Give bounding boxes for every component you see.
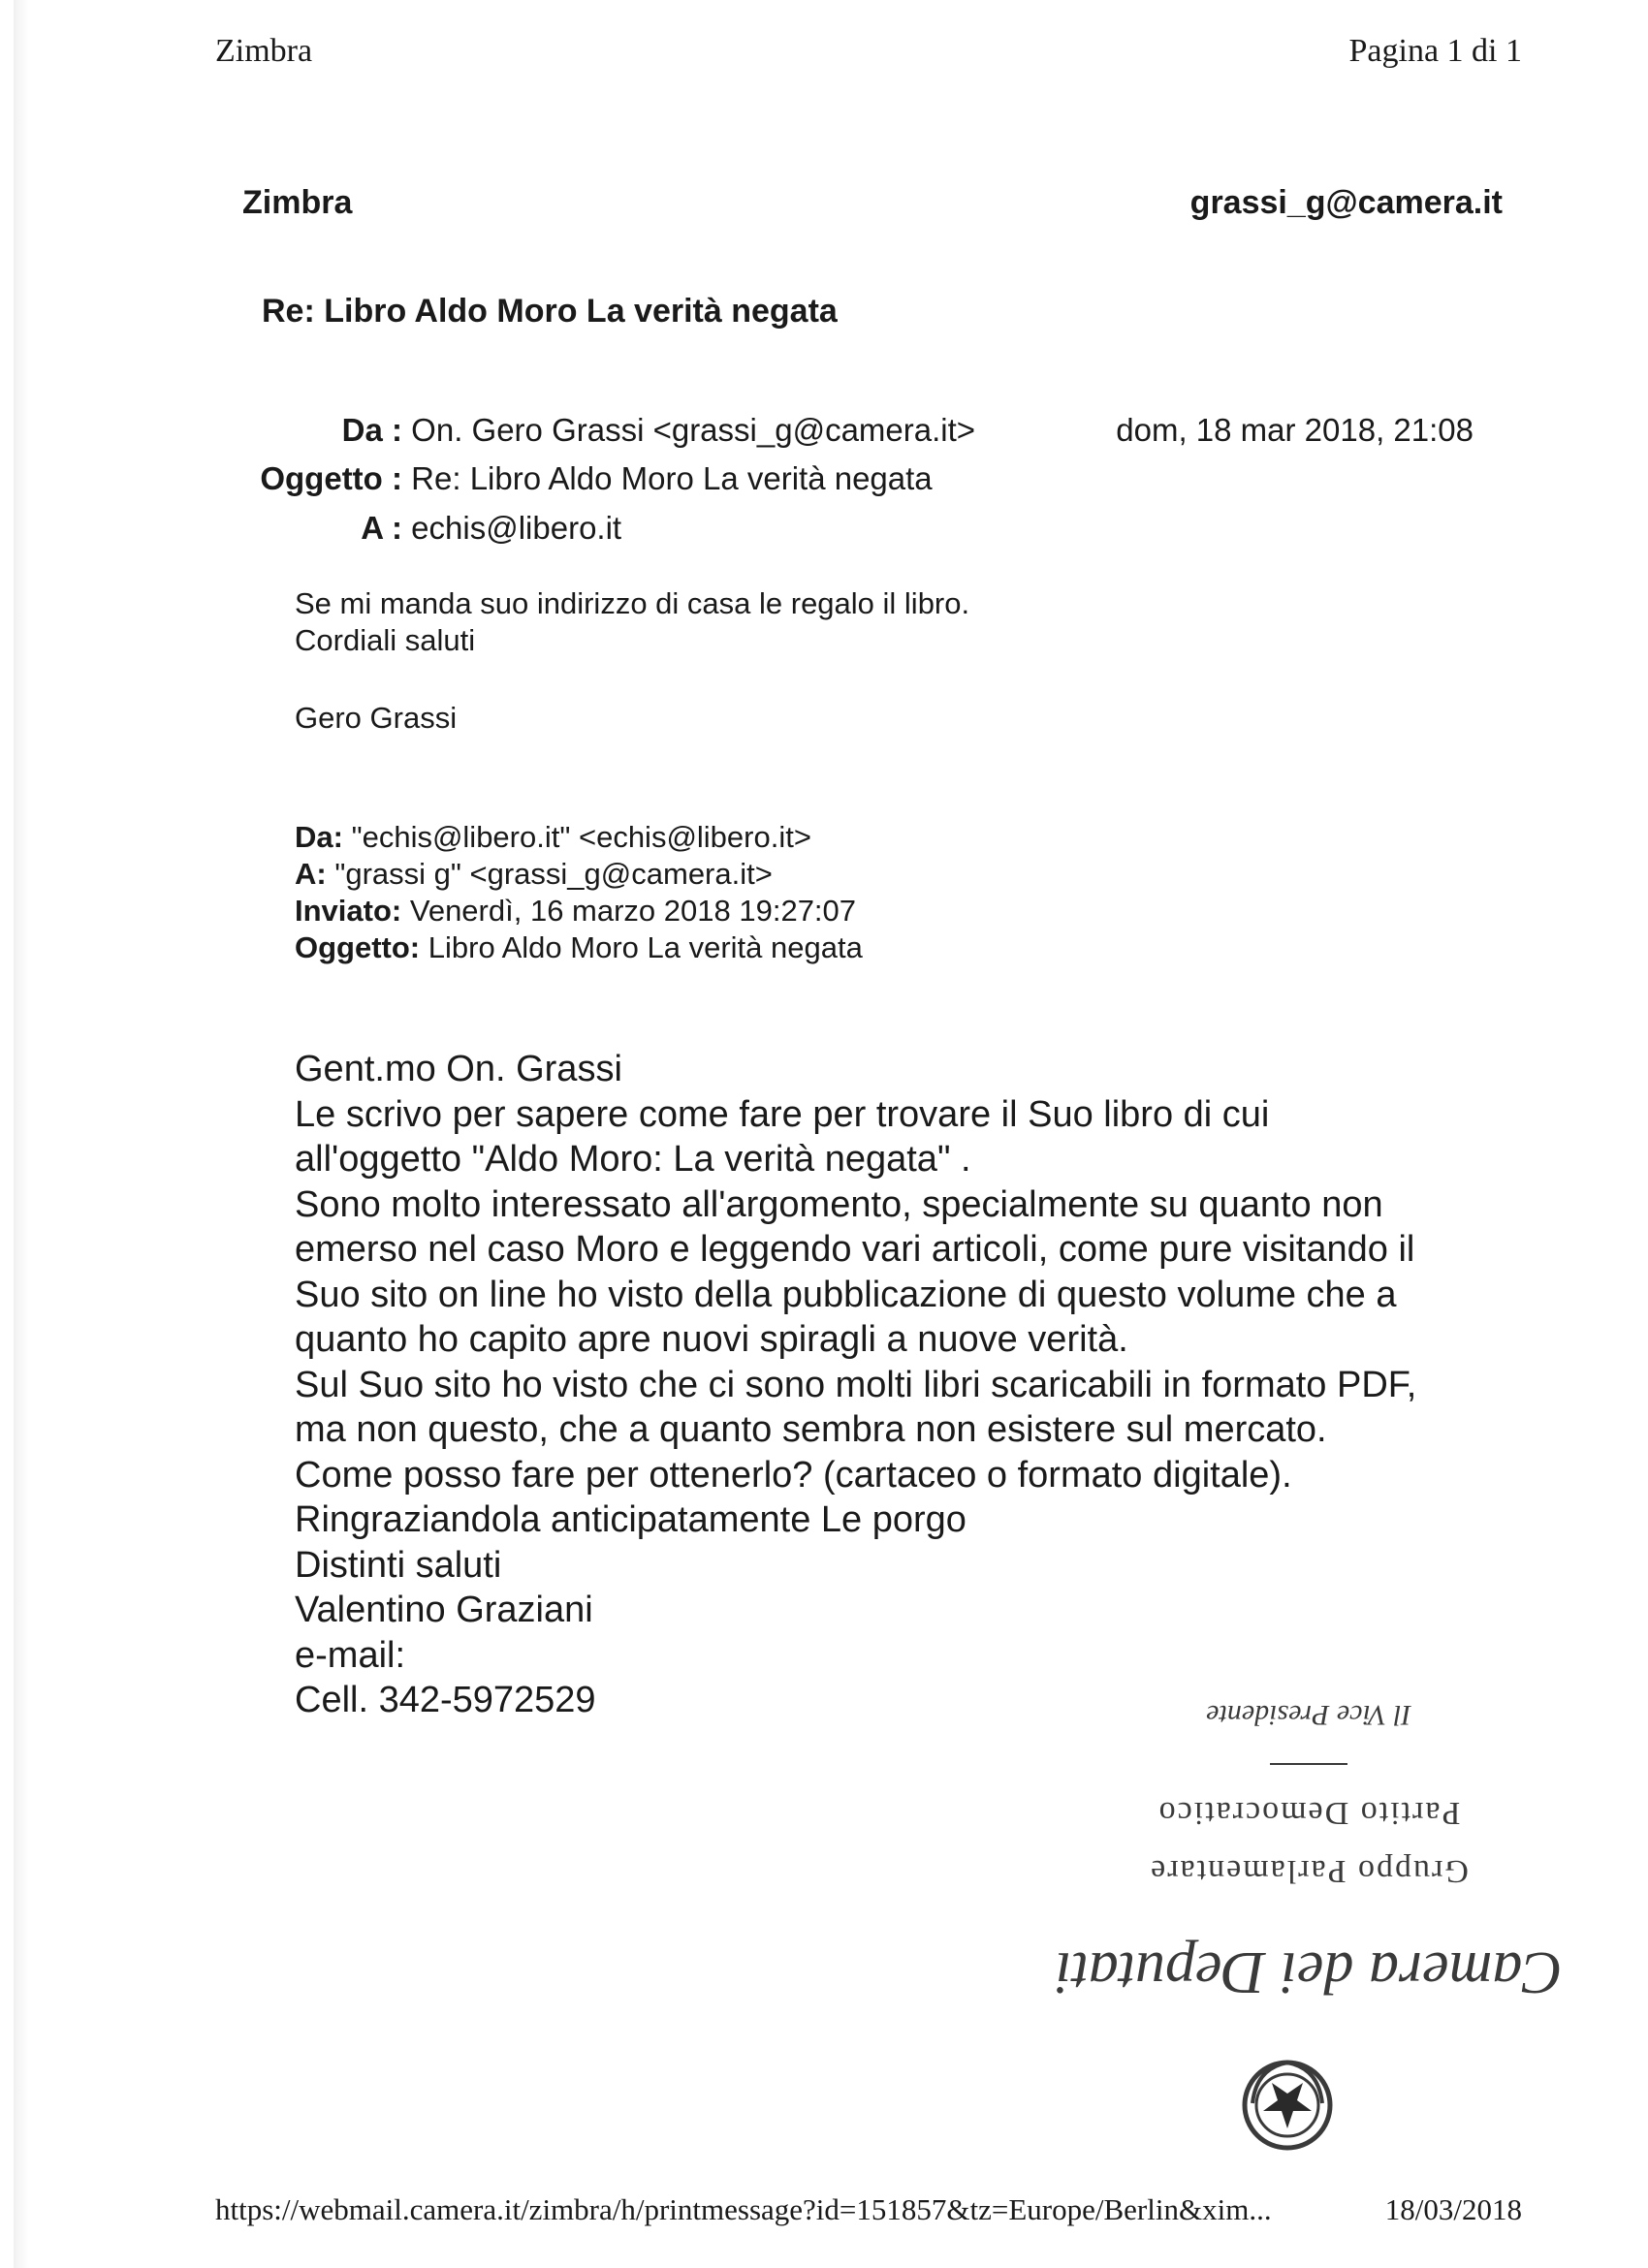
quoted-from-row	[295, 819, 863, 856]
from-label: Da :	[341, 412, 402, 448]
body-line: Suo sito on line ho visto della pubblicazione di questo volume che a	[295, 1274, 1397, 1315]
quoted-sent-value: Venerdì, 16 marzo 2018 19:27:07	[409, 894, 857, 928]
app-name: Zimbra	[242, 184, 353, 221]
print-header-left: Zimbra	[215, 33, 313, 69]
body-line: Valentino Graziani	[295, 1590, 593, 1630]
body-line: Sono molto interessato all'argomento, specialmente su quanto non	[295, 1183, 1383, 1225]
body-line: ma non questo, che a quanto sembra non esistere sul mercato.	[295, 1409, 1327, 1450]
body-line: all'oggetto "Aldo Moro: La verità negata" .	[295, 1139, 971, 1180]
official-stamp	[1055, 1638, 1563, 2161]
quoted-from-value: "echis@libero.it" <echis@libero.it>	[351, 820, 811, 854]
subject-label: Oggetto :	[260, 460, 402, 496]
reply-line-2: Cordiali saluti	[295, 623, 476, 657]
quoted-header	[295, 819, 863, 966]
quoted-to-label: A:	[295, 857, 327, 891]
message-subject-row	[204, 460, 933, 497]
quoted-subject-label: Oggetto:	[295, 930, 421, 964]
subject-title: Re: Libro Aldo Moro La verità negata	[262, 293, 838, 330]
to-label: A :	[361, 510, 402, 546]
stamp-line-chamber: Camera dei Deputati	[1055, 1939, 1563, 2005]
body-line: emerso nel caso Moro e leggendo vari articoli, come pure visitando il	[295, 1229, 1415, 1270]
quoted-body	[295, 1047, 1416, 1723]
to-value: echis@libero.it	[411, 510, 622, 546]
from-value: On. Gero Grassi <grassi_g@camera.it>	[411, 412, 976, 448]
print-header-page: Pagina 1 di 1	[1348, 33, 1522, 69]
body-line: Gent.mo On. Grassi	[295, 1049, 622, 1089]
body-line: Sul Suo sito ho visto che ci sono molti libri scaricabili in formato PDF,	[295, 1364, 1417, 1405]
quoted-to-row	[295, 856, 863, 893]
stamp-line-group: Gruppo Parlamentare	[1149, 1853, 1469, 1889]
footer-url: https://webmail.camera.it/zimbra/h/printmessage?id=151857&tz=Europe/Berlin&xim...	[215, 2192, 1272, 2226]
body-line: Ringraziandola anticipatamente Le porgo	[295, 1499, 967, 1540]
subject-value: Re: Libro Aldo Moro La verità negata	[411, 460, 933, 496]
quoted-subject-row	[295, 929, 863, 966]
quoted-sent-row	[295, 893, 863, 929]
quoted-to-value: "grassi g" <grassi_g@camera.it>	[334, 857, 773, 891]
body-line: quanto ho capito apre nuovi spiragli a nuove verità.	[295, 1319, 1128, 1360]
scan-edge-shadow	[14, 0, 29, 2268]
message-from-row	[204, 412, 975, 449]
body-line: Distinti saluti	[295, 1544, 502, 1586]
body-line: Le scrivo per sapere come fare per trovare il Suo libro di cui	[295, 1093, 1270, 1135]
message-to-row	[204, 510, 621, 547]
stamp-line-party: Partito Democratico	[1157, 1795, 1461, 1831]
account-email: grassi_g@camera.it	[1189, 184, 1503, 221]
footer-date: 18/03/2018	[1384, 2192, 1522, 2226]
reply-line-1: Se mi manda suo indirizzo di casa le regalo il libro.	[295, 586, 970, 620]
body-line: Cell. 342-5972529	[295, 1680, 596, 1720]
message-date: dom, 18 mar 2018, 21:08	[1116, 412, 1474, 448]
quoted-sent-label: Inviato:	[295, 894, 402, 928]
quoted-from-label: Da:	[295, 820, 343, 854]
emblem-icon	[1245, 2063, 1330, 2148]
body-line: Come posso fare per ottenerlo? (cartaceo o formato digitale).	[295, 1454, 1292, 1496]
stamp-line-role: Il Vice Presidente	[1206, 1699, 1411, 1731]
body-line: e-mail:	[295, 1634, 406, 1676]
reply-signature: Gero Grassi	[295, 701, 458, 735]
quoted-subject-value: Libro Aldo Moro La verità negata	[428, 930, 863, 964]
